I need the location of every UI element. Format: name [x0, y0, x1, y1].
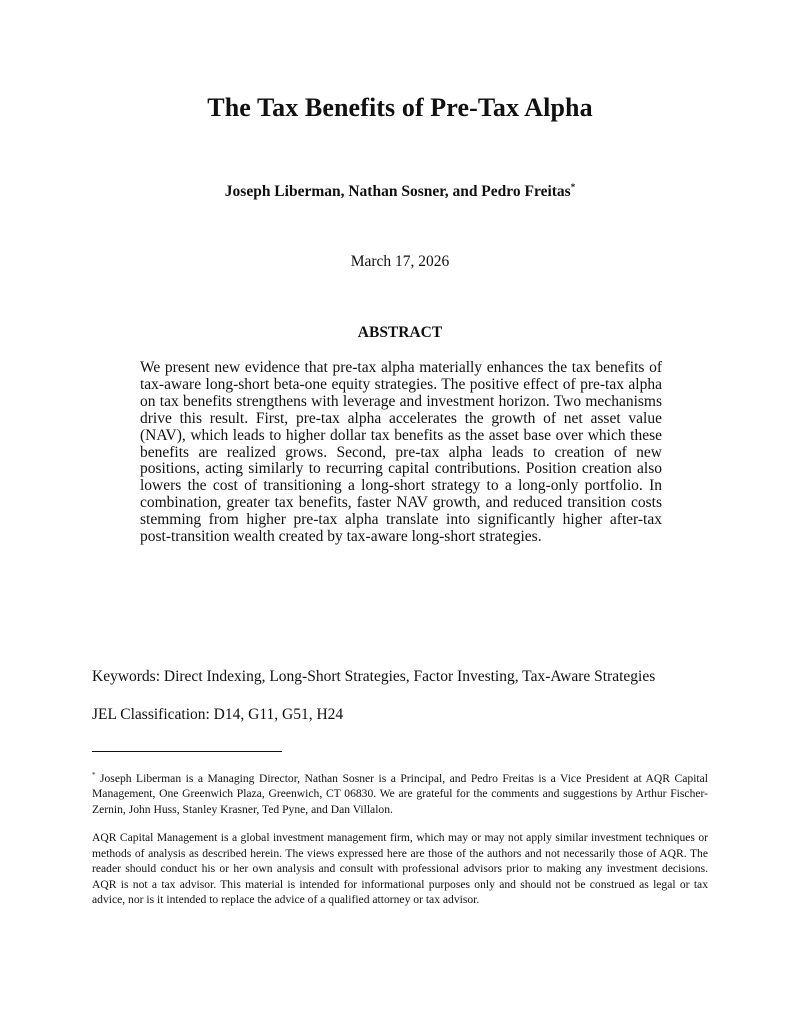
paper-date: March 17, 2026 [350, 253, 450, 270]
footnote-mark: * [92, 771, 96, 779]
footnote-affiliation-text: Joseph Liberman is a Managing Director, Nathan Sosner is a Principal, and Pedro Freitas is a Vice President at AQR Capital Management, One Greenwich Plaza, Greenwich, CT 06830. We are grateful for the comments and suggestions by Arthur Fischer-Zernin, John Huss, Stanley Krasner, Ted Pyne, and Dan Villalon. [92, 771, 708, 817]
footnote-divider [92, 751, 282, 752]
abstract-heading: ABSTRACT [357, 324, 443, 341]
author-list [0, 182, 800, 201]
jel-classification: JEL Classification: D14, G11, G51, H24 [92, 706, 344, 723]
author-footnote-mark: * [570, 182, 576, 192]
author-names: Joseph Liberman, Nathan Sosner, and Pedro Freitas [224, 183, 571, 201]
keywords-line: Keywords: Direct Indexing, Long-Short Strategies, Factor Investing, Tax-Aware Strategies [92, 668, 656, 685]
paper-title: The Tax Benefits of Pre-Tax Alpha [207, 93, 593, 122]
footnote-author-affiliations [92, 768, 708, 818]
footnote-disclaimer: AQR Capital Management is a global investment management firm, which may or may not apply similar investment techniques or methods of analysis as described herein. The views expressed here are those of the authors and not necessarily those of AQR. The reader should conduct his or her own analysis and consult with professional advisors prior to making any investment decisions. AQR is not a tax advisor. This material is intended for informational purposes only and should not be construed as legal or tax advice, nor is it intended to replace the advice of a qualified attorney or tax advisor. [92, 831, 708, 907]
abstract-text: We present new evidence that pre-tax alpha materially enhances the tax benefits of tax-aware long-short beta-one equity strategies. The positive effect of pre-tax alpha on tax benefits strengthens with leverage and investment horizon. Two mechanisms drive this result. First, pre-tax alpha accelerates the growth of net asset value (NAV), which leads to higher dollar tax benefits as the asset base over which these benefits are realized grows. Second, pre-tax alpha leads to creation of new positions, acting similarly to recurring capital contributions. Position creation also lowers the cost of transitioning a long-short strategy to a long-only portfolio. In combination, greater tax benefits, faster NAV growth, and reduced transition costs stemming from higher pre-tax alpha translate into significantly higher after-tax post-transition wealth created by tax-aware long-short strategies. [140, 359, 662, 546]
